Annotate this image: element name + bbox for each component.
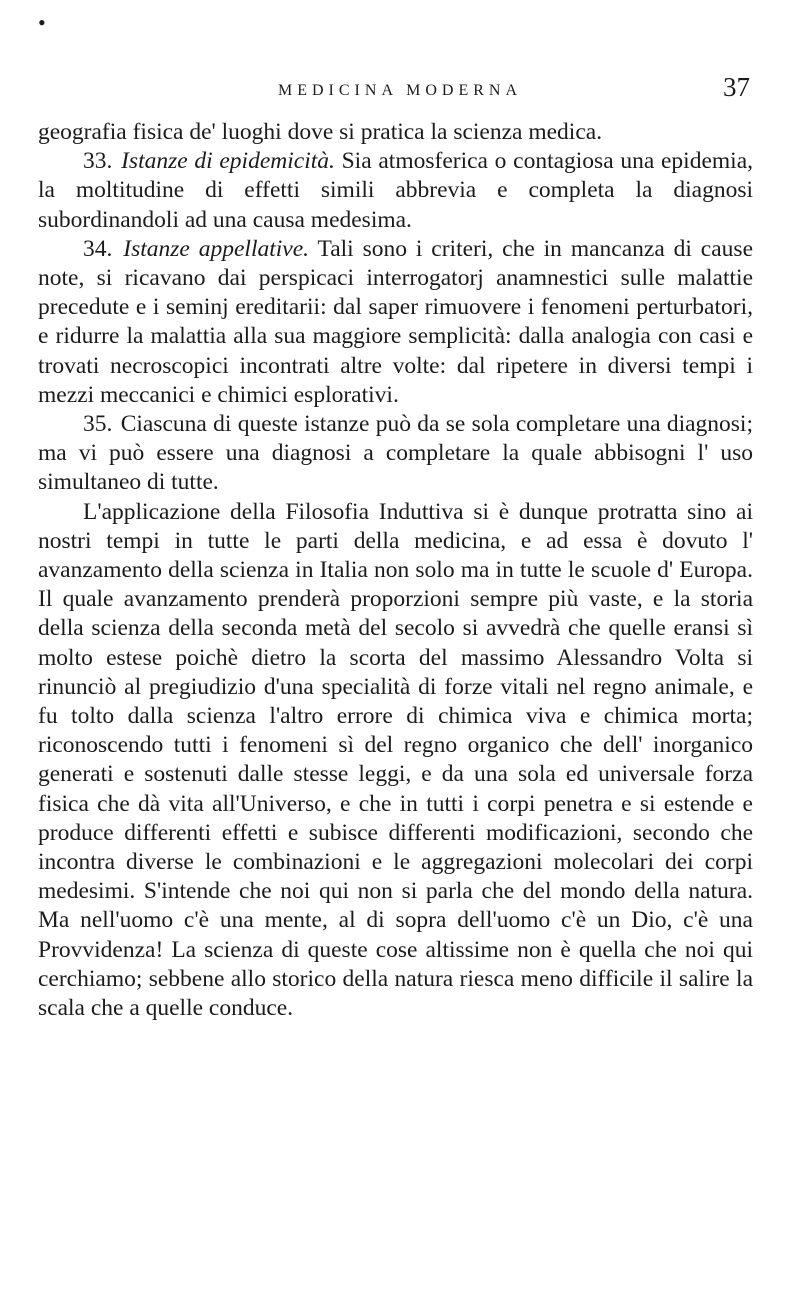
paragraph-number: 34. — [83, 235, 113, 262]
paragraph-term: Istanze appellative. — [123, 235, 310, 262]
paragraph-term: Istanze di epidemicità. — [121, 148, 335, 175]
paragraph-text: Tali sono i criteri, che in mancanza di cause note, si ricavano dai perspicaci interrogatorj anamnestici sulle malattie precedute e i seminj ereditarii: dal saper rimuovere i fenomeni perturbatori, e ridurre la malattia alla sua maggiore semplicità: dalla analogia con casi e trovati necroscopici incontrati altre volte: dal ripetere in diversi tempi i mezzi meccanici e chimici esplorativi. — [38, 235, 753, 408]
paragraph-text: L'applicazione della Filosofia Induttiva si è dunque protratta sino ai nostri tempi in tutte le parti della medicina, e ad essa è dovuto l' avanzamento della scienza in Italia non solo ma in tutte le scuole d' Europa. Il quale avanzamento prenderà proporzioni sempre più vaste, e la storia della scienza della seconda metà del secolo si avvedrà che quelle eransi sì molto estese poichè dietro la scorta del massimo Alessandro Volta si rinunciò al pregiudizio d'una specialità di forze vitali nel regno animale, e fu tolto dalla scienza l'altro errore di chimica viva e chimica morta; riconoscendo tutti i fenomeni sì del regno organico che dell' inorganico generati e sostenuti dalle stesse leggi, e da una sola ed universale forza fisica che dà vita all'Universo, e che in tutti i corpi penetra e si estende e produce differenti effetti e subisce differenti modificazioni, secondo che incontra diverse le combinazioni e le aggregazioni molecolari dei corpi medesimi. S'intende che noi qui non si parla che del mondo della natura. Ma nell'uomo c'è una mente, al di sopra dell'uomo c'è un Dio, c'è una Provvidenza! La scienza di queste cose altissime non è quella che noi qui cerchiamo; sebbene allo storico della natura riesca meno difficile il salire la scala che a quelle conduce. — [38, 498, 753, 1022]
page-number: 37 — [723, 72, 750, 102]
paragraph-number: 35. — [83, 411, 113, 438]
paragraph-continuation — [38, 118, 753, 147]
running-title: MEDICINA MODERNA — [278, 82, 522, 99]
paragraph-text: Sia atmosferica o contagiosa una epidemia, la moltitudine di effetti simili abbrevia e completa la diagnosi subordinandoli ad una causa medesima. — [38, 148, 753, 233]
paragraph-induttiva — [38, 498, 753, 1024]
running-head — [0, 72, 800, 112]
paragraph-34 — [38, 235, 753, 410]
body-text — [38, 118, 753, 1023]
paragraph-35 — [38, 410, 753, 498]
paragraph-text: Ciascuna di queste istanze può da se sola completare una diagnosi; ma vi può essere una diagnosi a completare la quale abbisogni l' uso simultaneo di tutte. — [38, 411, 753, 496]
paragraph-number: 33. — [83, 148, 113, 175]
printer-mark: • — [38, 10, 46, 35]
paragraph-text: geografia fisica de' luoghi dove si pratica la scienza medica. — [38, 119, 603, 145]
paragraph-33 — [38, 147, 753, 235]
